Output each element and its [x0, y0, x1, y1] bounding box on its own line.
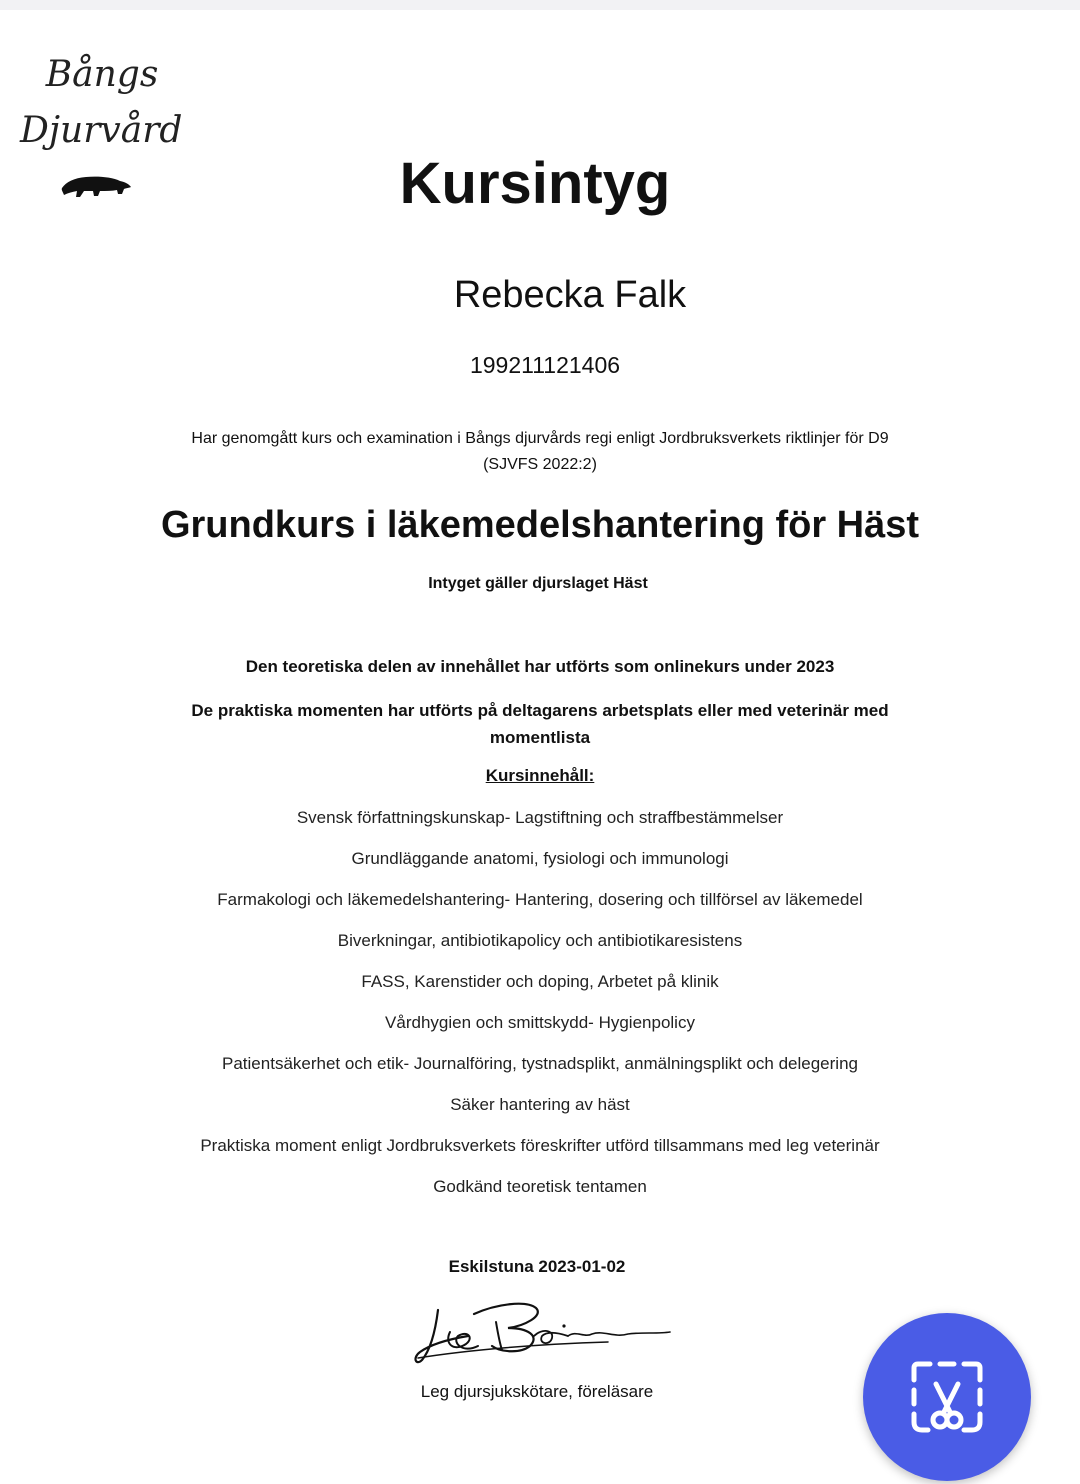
- list-item: Farmakologi och läkemedelshantering- Hantering, dosering och tillförsel av läkemedel: [217, 890, 863, 909]
- place-date: Eskilstuna 2023-01-02: [448, 1257, 626, 1276]
- list-item: Grundläggande anatomi, fysiologi och immunologi: [351, 849, 729, 868]
- screenshot-tool-button[interactable]: [863, 1313, 1031, 1481]
- participant-name: Rebecka Falk: [453, 274, 687, 316]
- list-item: Praktiska moment enligt Jordbruksverkets föreskrifter utförd tillsammans med leg veterinär: [200, 1136, 880, 1155]
- logo-text-line1: Bångs: [45, 54, 159, 95]
- valid-for-text: Intyget gäller djurslaget Häst: [428, 575, 648, 592]
- course-contents-list: [0, 804, 1080, 1214]
- intro-line-2: (SJVFS 2022:2): [483, 456, 597, 473]
- theory-note: Den teoretiska delen av innehållet har utförts som onlinekurs under 2023: [245, 657, 835, 676]
- list-item: Biverkningar, antibiotikapolicy och antibiotikaresistens: [337, 931, 743, 950]
- list-item: Vårdhygien och smittskydd- Hygienpolicy: [385, 1013, 695, 1032]
- screenshot-scissors-icon: [906, 1356, 988, 1438]
- handwritten-signature: [408, 1292, 680, 1374]
- practical-note-line-2: momentlista: [489, 728, 591, 747]
- list-item: Godkänd teoretisk tentamen: [433, 1177, 647, 1196]
- list-item: Patientsäkerhet och etik- Journalföring, tystnadsplikt, anmälningsplikt och delegering: [222, 1054, 858, 1073]
- list-item: Säker hantering av häst: [450, 1095, 630, 1114]
- certificate-title: Kursintyg: [399, 151, 671, 216]
- intro-line-1: Har genomgått kurs och examination i Bångs djurvårds regi enligt Jordbruksverkets riktlinjer för D9: [191, 430, 889, 447]
- logo-text-line2: Djurvård: [20, 110, 183, 151]
- list-item: Svensk författningskunskap- Lagstiftning och straffbestämmelser: [296, 808, 784, 827]
- course-title: Grundkurs i läkemedelshantering för Häst: [160, 504, 920, 546]
- contents-heading: Kursinnehåll:: [485, 766, 595, 785]
- signer-title: Leg djursjukskötare, föreläsare: [420, 1382, 654, 1401]
- practical-note-line-1: De praktiska momenten har utförts på deltagarens arbetsplats eller med veterinär med: [191, 701, 889, 720]
- intro-text: [0, 426, 1080, 478]
- certificate-page: [0, 10, 1080, 1484]
- practical-note: [0, 697, 1080, 751]
- list-item: FASS, Karenstider och doping, Arbetet på klinik: [361, 972, 719, 991]
- personal-number: 199211121406: [469, 352, 621, 378]
